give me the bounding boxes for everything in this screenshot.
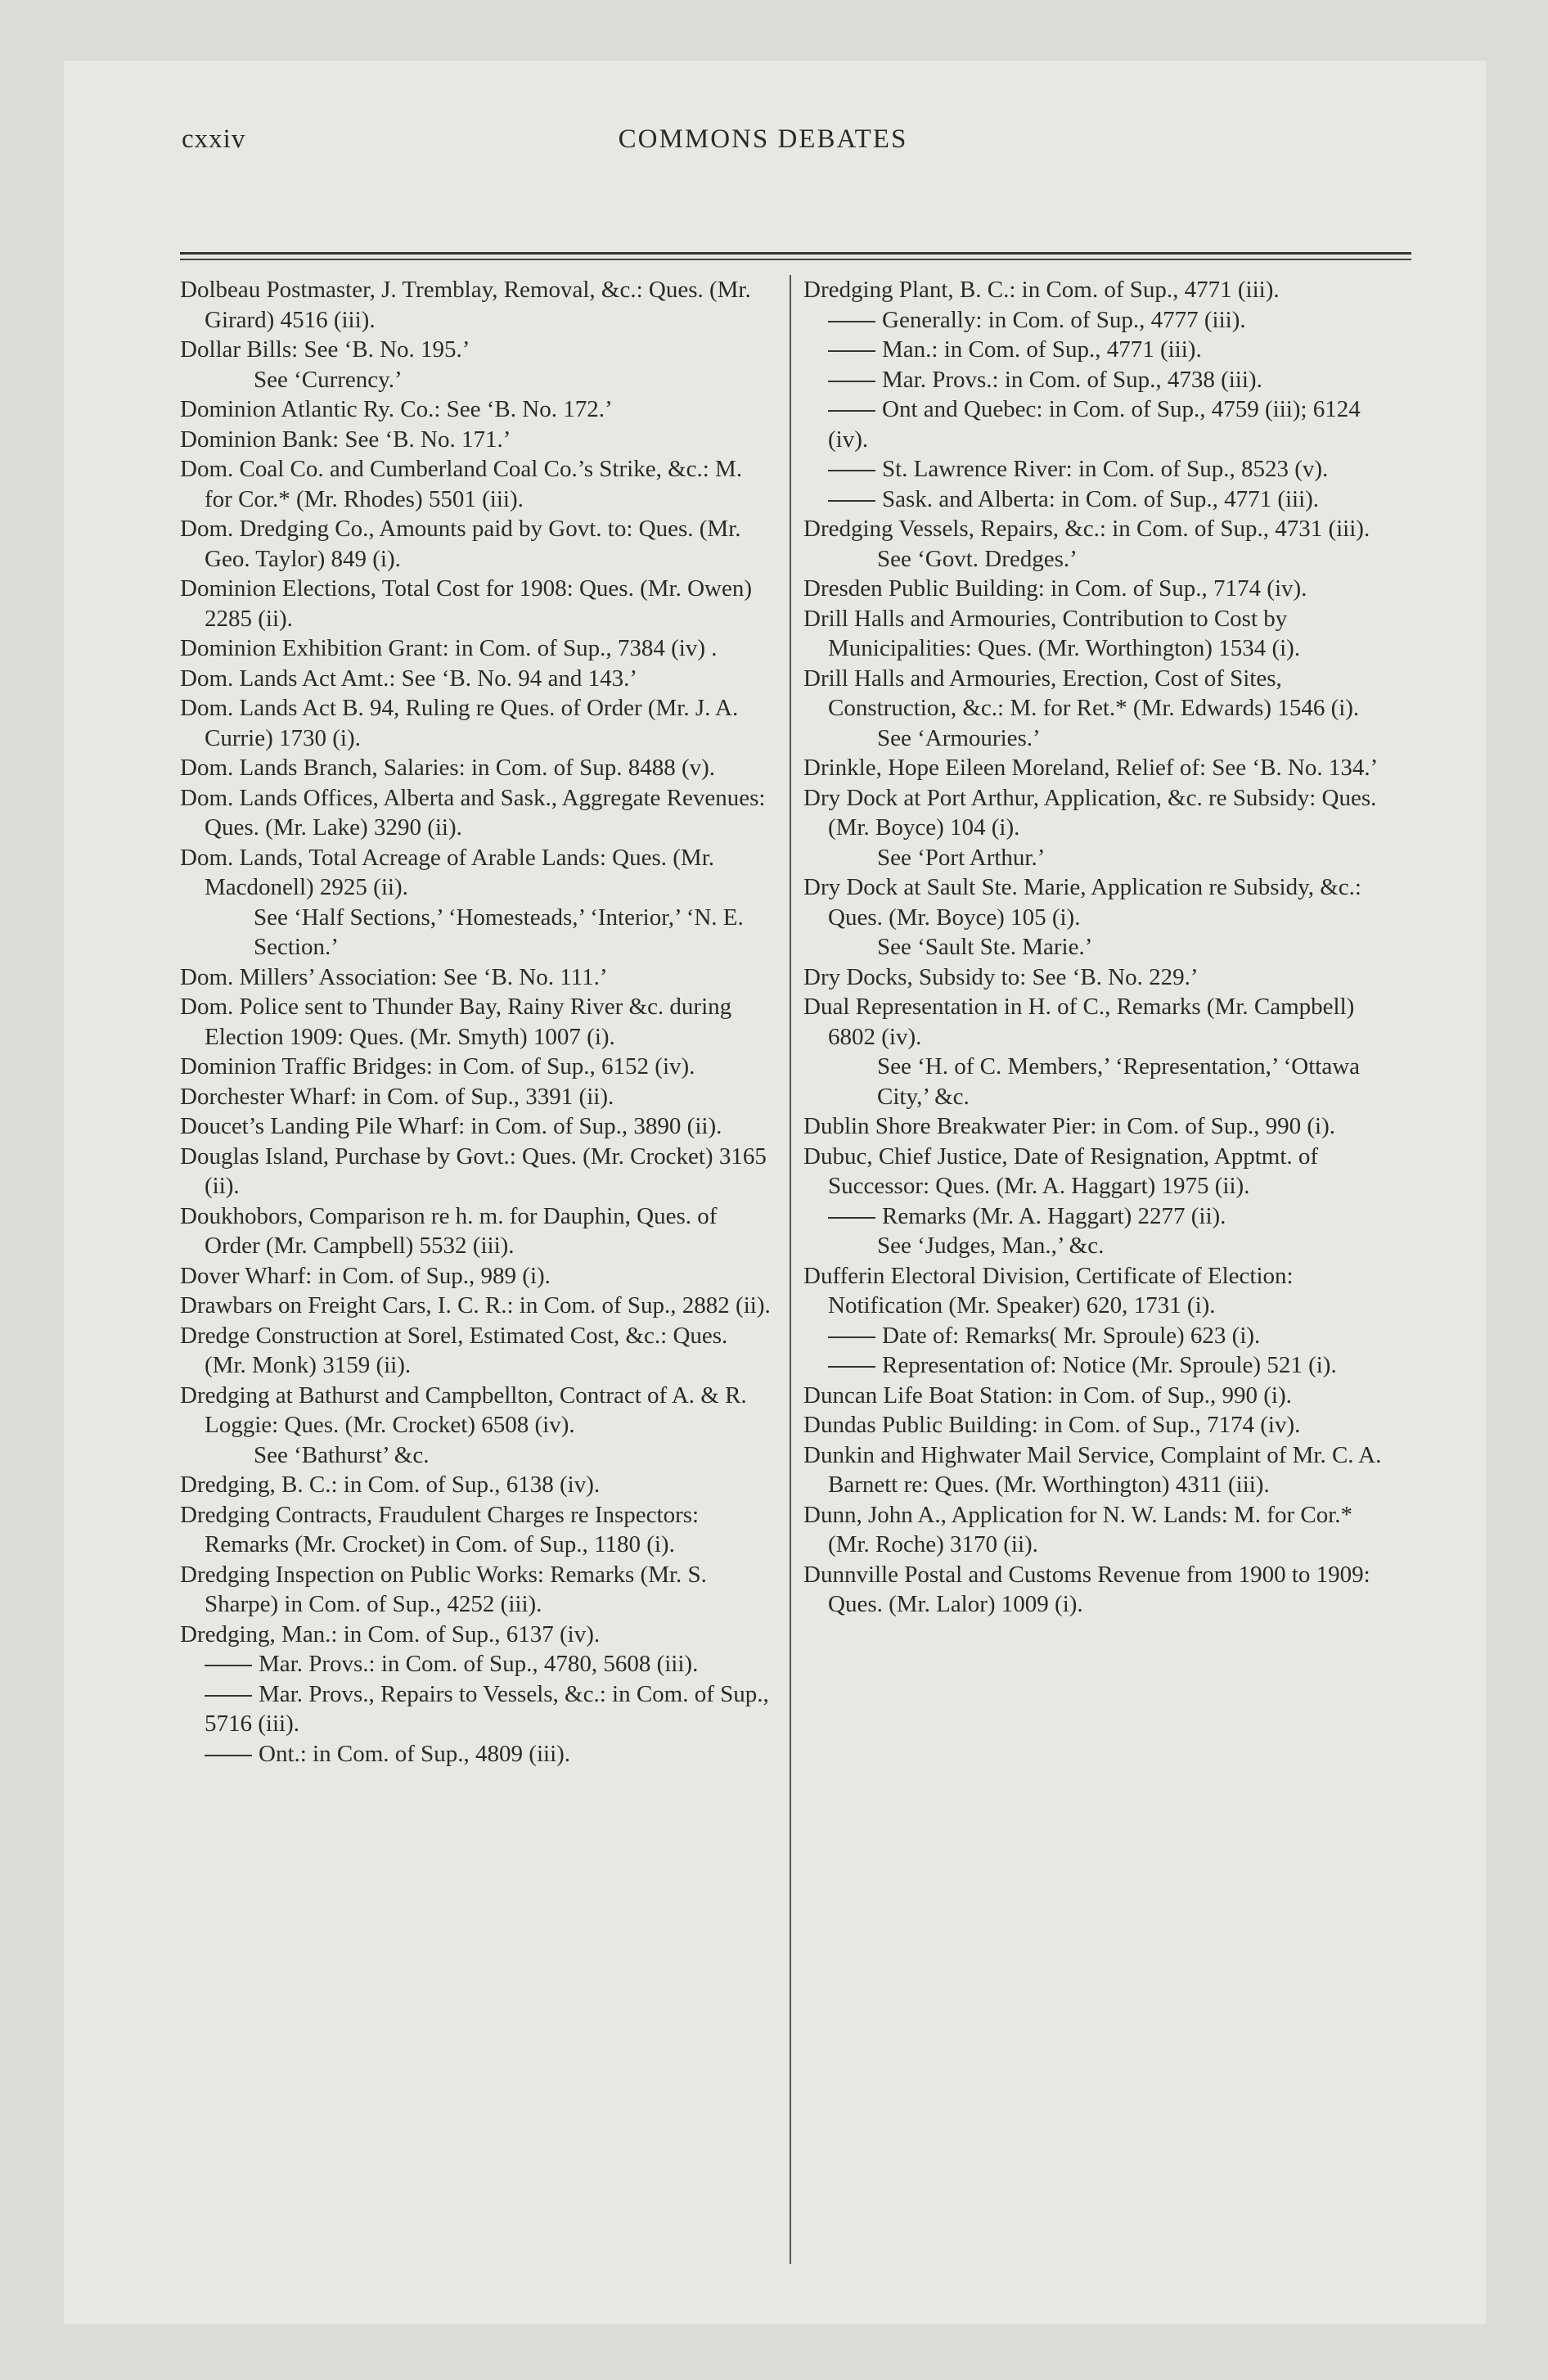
ditto-dash [828, 381, 875, 382]
index-entry [803, 514, 1394, 544]
index-entry [180, 1082, 771, 1112]
index-entry [803, 1111, 1394, 1142]
ditto-dash [205, 1695, 252, 1697]
ditto-dash [828, 500, 875, 502]
index-entry [803, 275, 1394, 305]
index-entry [180, 783, 771, 843]
entry-text: Dom. Police sent to Thunder Bay, Rainy River &c. during Election 1909: Ques. (Mr. Smyth) 1007 (i). [180, 994, 732, 1050]
index-entry [803, 1261, 1394, 1321]
entry-text: Drill Halls and Armouries, Contribution to Cost by Municipalities: Ques. (Mr. Worthington) 1534 (i). [803, 605, 1301, 661]
index-entry [180, 992, 771, 1052]
cross-reference [803, 544, 1394, 575]
entry-text: Dom. Lands Act Amt.: See ‘B. No. 94 and 143.’ [180, 665, 638, 692]
entry-text: Dry Dock at Port Arthur, Application, &c. re Subsidy: Ques. (Mr. Boyce) 104 (i). [803, 784, 1377, 841]
index-entry [180, 1620, 771, 1650]
index-entry [180, 394, 771, 425]
cross-reference [180, 365, 771, 395]
index-entry [180, 1111, 771, 1142]
entry-text: Generally: in Com. of Sup., 4777 (iii). [882, 306, 1246, 333]
ditto-dash [828, 470, 875, 471]
entry-text: Representation of: Notice (Mr. Sproule) 521 (i). [882, 1352, 1337, 1378]
index-entry [180, 962, 771, 993]
entry-text: Sask. and Alberta: in Com. of Sup., 4771 (iii). [882, 485, 1320, 512]
entry-text: See ‘H. of C. Members,’ ‘Representation,’ ‘Ottawa City,’ &c. [877, 1053, 1361, 1110]
index-entry [803, 604, 1394, 664]
index-entry [180, 1470, 771, 1500]
entry-text: Dunnville Postal and Customs Revenue from 1900 to 1909: Ques. (Mr. Lalor) 1009 (i). [803, 1561, 1370, 1617]
sub-entry [803, 365, 1394, 395]
index-entry [180, 1052, 771, 1082]
entry-text: Dolbeau Postmaster, J. Tremblay, Removal, &c.: Ques. (Mr. Girard) 4516 (iii). [180, 277, 751, 333]
index-entry [180, 454, 771, 514]
entry-text: Dundas Public Building: in Com. of Sup., 7174 (iv). [803, 1412, 1301, 1438]
index-entry [180, 1261, 771, 1291]
cross-reference [803, 932, 1394, 962]
column-divider [790, 275, 791, 2264]
ditto-dash [828, 1217, 875, 1219]
ditto-dash [828, 350, 875, 352]
sub-entry [803, 1350, 1394, 1381]
entry-text: Dom. Lands Offices, Alberta and Sask., Aggregate Revenues: Ques. (Mr. Lake) 3290 (ii). [180, 784, 766, 841]
entry-text: Dry Dock at Sault Ste. Marie, Application re Subsidy, &c.: Ques. (Mr. Boyce) 105 (i). [803, 874, 1361, 931]
index-entry [803, 1500, 1394, 1560]
index-entry [180, 425, 771, 455]
entry-text: Dredging, B. C.: in Com. of Sup., 6138 (iv). [180, 1472, 601, 1498]
entry-text: Dom. Coal Co. and Cumberland Coal Co.’s Strike, &c.: M. for Cor.* (Mr. Rhodes) 5501 (iii). [180, 456, 743, 512]
index-entry [180, 574, 771, 633]
entry-text: See ‘Port Arthur.’ [877, 844, 1046, 871]
entry-text: Dominion Exhibition Grant: in Com. of Sup., 7384 (iv) . [180, 635, 718, 661]
entry-text: Dubuc, Chief Justice, Date of Resignation, Apptmt. of Successor: Ques. (Mr. A. Haggart) 1975 (ii). [803, 1143, 1319, 1199]
entry-text: See ‘Armouries.’ [877, 724, 1041, 751]
entry-text: Dominion Traffic Bridges: in Com. of Sup., 6152 (iv). [180, 1053, 695, 1080]
entry-text: Drinkle, Hope Eileen Moreland, Relief of: See ‘B. No. 134.’ [803, 755, 1379, 781]
sub-entry [803, 394, 1394, 454]
index-entry [180, 664, 771, 694]
entry-text: Dom. Lands Act B. 94, Ruling re Ques. of Order (Mr. J. A. Currie) 1730 (i). [180, 695, 739, 751]
index-entry [803, 962, 1394, 993]
header-rule-thin [180, 259, 1411, 260]
entry-text: Dover Wharf: in Com. of Sup., 989 (i). [180, 1262, 551, 1289]
index-entry [803, 574, 1394, 604]
entry-text: Dublin Shore Breakwater Pier: in Com. of Sup., 990 (i). [803, 1113, 1335, 1139]
ditto-dash [828, 1366, 875, 1368]
entry-text: Dom. Dredging Co., Amounts paid by Govt. to: Ques. (Mr. Geo. Taylor) 849 (i). [180, 516, 741, 572]
sub-entry [803, 454, 1394, 485]
cross-reference [180, 1440, 771, 1471]
index-entry [180, 1500, 771, 1560]
index-entry [803, 1560, 1394, 1620]
entry-text: Mar. Provs.: in Com. of Sup., 4780, 5608 (iii). [259, 1651, 699, 1677]
ditto-dash [205, 1665, 252, 1666]
index-entry [803, 1410, 1394, 1440]
index-entry [180, 843, 771, 903]
entry-text: Ont.: in Com. of Sup., 4809 (iii). [259, 1740, 571, 1767]
entry-text: Dredging at Bathurst and Campbellton, Contract of A. & R. Loggie: Ques. (Mr. Crocket) 6508 (iv). [180, 1382, 747, 1438]
ditto-dash [828, 410, 875, 412]
entry-text: Dom. Lands, Total Acreage of Arable Lands: Ques. (Mr. Macdonell) 2925 (ii). [180, 844, 714, 900]
sub-entry [180, 1739, 771, 1769]
sub-entry [180, 1679, 771, 1739]
cross-reference [803, 1231, 1394, 1261]
entry-text: Duncan Life Boat Station: in Com. of Sup., 990 (i). [803, 1382, 1292, 1409]
entry-text: Dominion Atlantic Ry. Co.: See ‘B. No. 172.’ [180, 396, 613, 422]
index-entry [180, 1381, 771, 1440]
entry-text: Drill Halls and Armouries, Erection, Cost of Sites, Construction, &c.: M. for Ret.* (Mr. Edwards) 1546 (i). [803, 665, 1360, 721]
entry-text: Ont and Quebec: in Com. of Sup., 4759 (iii); 6124 (iv). [828, 396, 1361, 453]
running-title: COMMONS DEBATES [618, 124, 908, 154]
entry-text: See ‘Bathurst’ &c. [254, 1441, 430, 1468]
entry-text: Dominion Elections, Total Cost for 1908: Ques. (Mr. Owen) 2285 (ii). [180, 575, 753, 632]
entry-text: St. Lawrence River: in Com. of Sup., 8523 (v). [882, 456, 1329, 482]
cross-reference [803, 723, 1394, 754]
sub-entry [803, 1201, 1394, 1232]
index-entry [803, 783, 1394, 843]
index-entry [180, 1201, 771, 1261]
entry-text: Dredging Vessels, Repairs, &c.: in Com. of Sup., 4731 (iii). [803, 516, 1370, 542]
entry-text: Dufferin Electoral Division, Certificate of Election: Notification (Mr. Speaker) 620, 1731 (i). [803, 1262, 1294, 1318]
entry-text: See ‘Govt. Dredges.’ [877, 545, 1078, 572]
header-rule [180, 252, 1411, 255]
page-number: cxxiv [182, 124, 246, 154]
index-entry [803, 753, 1394, 783]
sub-entry [180, 1649, 771, 1679]
entry-text: Dorchester Wharf: in Com. of Sup., 3391 (ii). [180, 1083, 614, 1110]
page-header [115, 123, 1411, 172]
index-entry [180, 514, 771, 574]
entry-text: Mar. Provs.: in Com. of Sup., 4738 (iii). [882, 366, 1262, 393]
index-entry [180, 1291, 771, 1321]
sub-entry [803, 485, 1394, 515]
cross-reference [803, 1052, 1394, 1111]
index-entry [803, 1440, 1394, 1500]
entry-text: Drawbars on Freight Cars, I. C. R.: in Com. of Sup., 2882 (ii). [180, 1292, 771, 1318]
index-entry [803, 872, 1394, 932]
entry-text: Dry Docks, Subsidy to: See ‘B. No. 229.’ [803, 963, 1199, 990]
index-entry [180, 753, 771, 783]
sub-entry [803, 335, 1394, 365]
entry-text: Douglas Island, Purchase by Govt.: Ques. (Mr. Crocket) 3165 (ii). [180, 1143, 767, 1199]
entry-text: Mar. Provs., Repairs to Vessels, &c.: in Com. of Sup., 5716 (iii). [205, 1680, 769, 1737]
right-index-column [803, 275, 1394, 1620]
index-entry [803, 1381, 1394, 1411]
ditto-dash [205, 1755, 252, 1756]
index-entry [803, 992, 1394, 1052]
entry-text: Remarks (Mr. A. Haggart) 2277 (ii). [882, 1202, 1226, 1229]
entry-text: Doukhobors, Comparison re h. m. for Dauphin, Ques. of Order (Mr. Campbell) 5532 (iii). [180, 1202, 718, 1259]
entry-text: Man.: in Com. of Sup., 4771 (iii). [882, 336, 1202, 363]
index-entry [180, 1560, 771, 1620]
entry-text: Dominion Bank: See ‘B. No. 171.’ [180, 426, 511, 453]
index-entry [180, 335, 771, 365]
ditto-dash [828, 1336, 875, 1338]
cross-reference [803, 843, 1394, 873]
entry-text: See ‘Sault Ste. Marie.’ [877, 934, 1093, 960]
index-entry [180, 1321, 771, 1381]
entry-text: See ‘Currency.’ [254, 366, 403, 393]
cross-reference [180, 903, 771, 962]
entry-text: Dunkin and Highwater Mail Service, Complaint of Mr. C. A. Barnett re: Ques. (Mr. Worthington) 4311 (iii). [803, 1441, 1382, 1498]
entry-text: Dresden Public Building: in Com. of Sup., 7174 (iv). [803, 575, 1307, 602]
index-entry [803, 664, 1394, 723]
index-entry [180, 693, 771, 753]
index-entry [180, 1142, 771, 1201]
entry-text: Dom. Millers’ Association: See ‘B. No. 111.’ [180, 963, 608, 990]
entry-text: Dual Representation in H. of C., Remarks (Mr. Campbell) 6802 (iv). [803, 994, 1355, 1050]
entry-text: See ‘Judges, Man.,’ &c. [877, 1233, 1105, 1259]
entry-text: Dunn, John A., Application for N. W. Lands: M. for Cor.* (Mr. Roche) 3170 (ii). [803, 1501, 1353, 1557]
entry-text: Dredging Inspection on Public Works: Remarks (Mr. S. Sharpe) in Com. of Sup., 4252 (iii). [180, 1561, 707, 1617]
left-index-column [180, 275, 771, 1769]
index-entry [180, 633, 771, 664]
entry-text: Doucet’s Landing Pile Wharf: in Com. of Sup., 3890 (ii). [180, 1113, 722, 1139]
index-entry [803, 1142, 1394, 1201]
entry-text: See ‘Half Sections,’ ‘Homesteads,’ ‘Interior,’ ‘N. E. Section.’ [254, 904, 744, 960]
entry-text: Dollar Bills: See ‘B. No. 195.’ [180, 336, 470, 363]
entry-text: Dredge Construction at Sorel, Estimated Cost, &c.: Ques. (Mr. Monk) 3159 (ii). [180, 1322, 728, 1378]
entry-text: Dredging, Man.: in Com. of Sup., 6137 (iv). [180, 1620, 601, 1648]
index-entry [180, 275, 771, 335]
sub-entry [803, 305, 1394, 336]
ditto-dash [828, 321, 875, 322]
entry-text: Date of: Remarks( Mr. Sproule) 623 (i). [882, 1322, 1261, 1349]
entry-text: Dom. Lands Branch, Salaries: in Com. of Sup. 8488 (v). [180, 755, 716, 781]
entry-text: Dredging Contracts, Fraudulent Charges re Inspectors: Remarks (Mr. Crocket) in Com. of Sup., 1180 (i). [180, 1501, 700, 1557]
sub-entry [803, 1321, 1394, 1351]
entry-text: Dredging Plant, B. C.: in Com. of Sup., 4771 (iii). [803, 277, 1280, 303]
